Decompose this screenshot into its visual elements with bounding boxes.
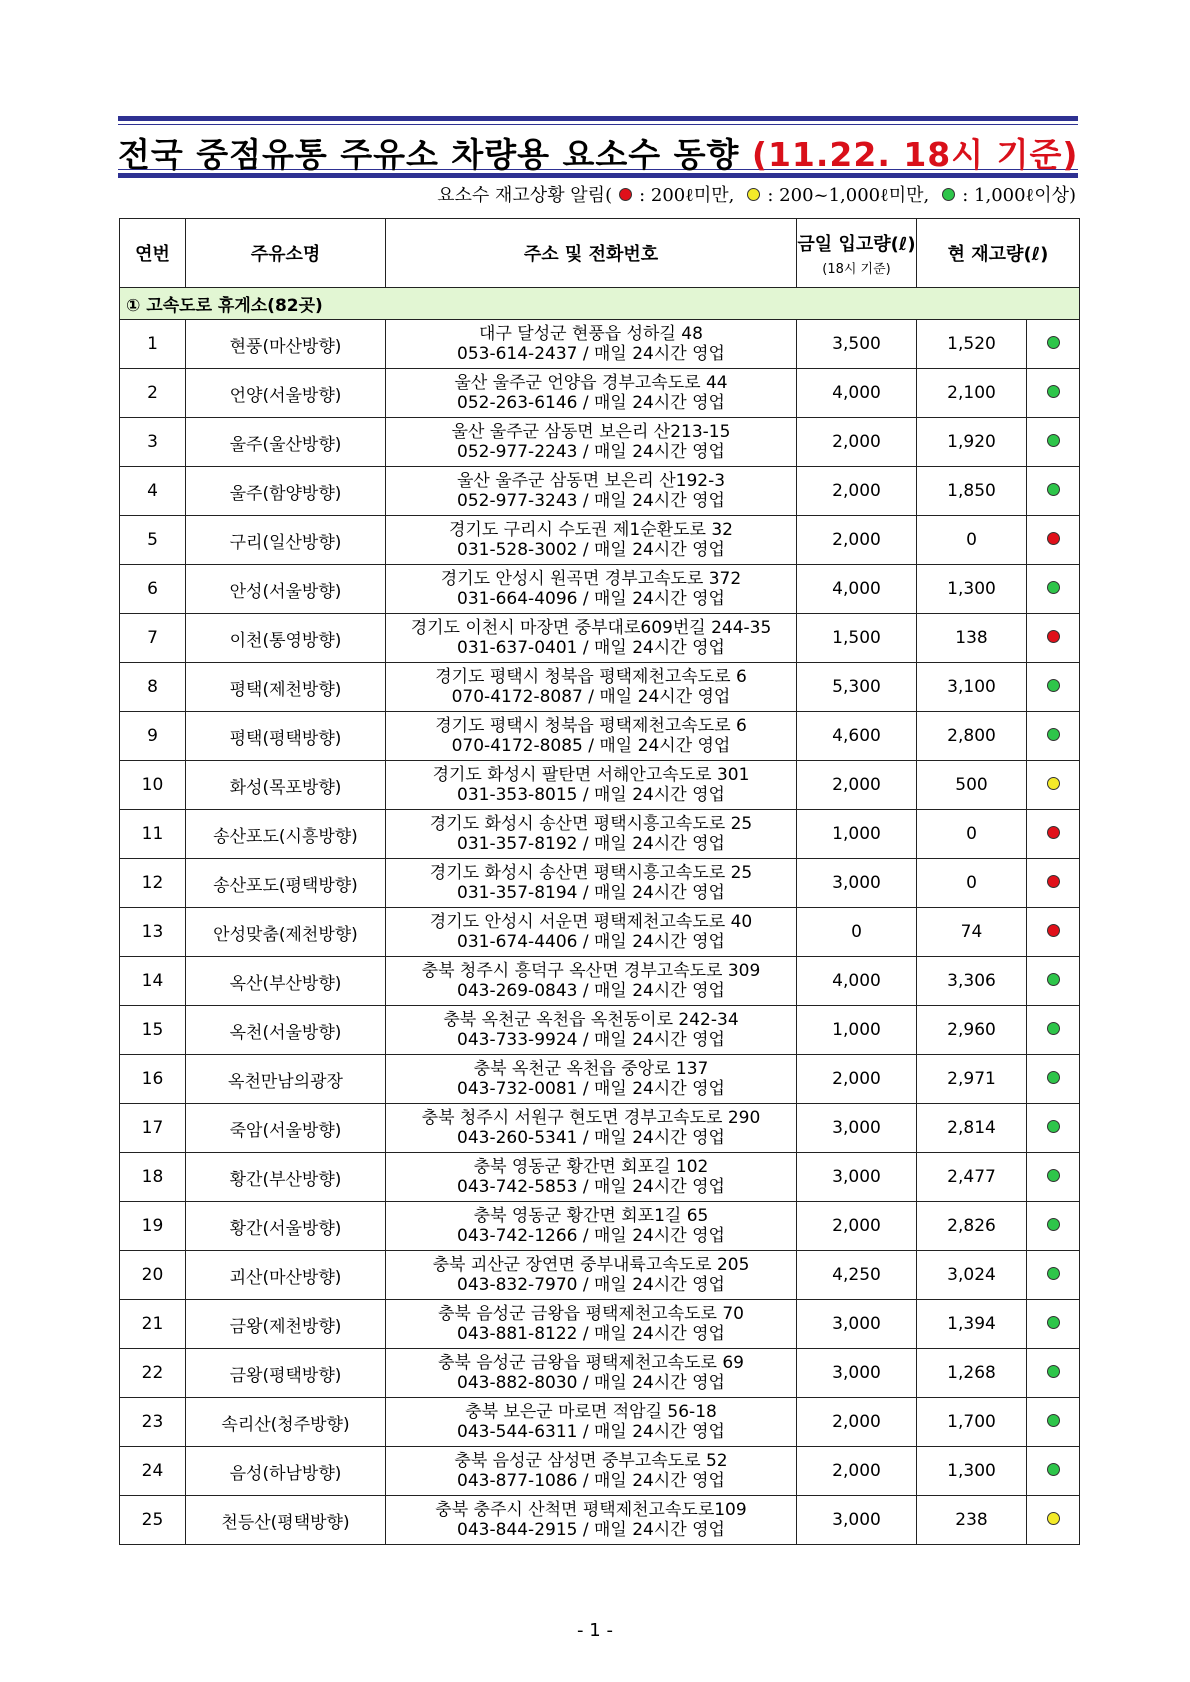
station-stock-table [119, 218, 1080, 1545]
incoming-amount: 1,000 [797, 810, 917, 859]
phone-hours-line: 043-844-2915 / 매일 24시간 영업 [457, 1520, 725, 1540]
phone-hours-line: 043-733-9924 / 매일 24시간 영업 [457, 1030, 725, 1050]
row-no: 5 [120, 516, 186, 565]
current-stock: 138 [917, 614, 1027, 663]
station-address [386, 761, 797, 810]
station-name: 황간(서울방향) [186, 1202, 386, 1251]
current-stock: 0 [917, 810, 1027, 859]
station-address [386, 565, 797, 614]
station-name: 송산포도(평택방향) [186, 859, 386, 908]
station-address [386, 908, 797, 957]
station-address [386, 1104, 797, 1153]
status-dot-icon [1047, 1512, 1060, 1525]
table-row [120, 516, 1080, 565]
incoming-amount: 3,000 [797, 1300, 917, 1349]
phone-hours-line: 031-357-8192 / 매일 24시간 영업 [457, 834, 725, 854]
stock-status [1027, 1496, 1080, 1545]
station-address [386, 1398, 797, 1447]
stock-status [1027, 1349, 1080, 1398]
legend-prefix: 요소수 재고상황 알림( [437, 185, 613, 206]
table-row [120, 1496, 1080, 1545]
current-stock: 1,920 [917, 418, 1027, 467]
address-line: 대구 달성군 현풍읍 성하길 48 [479, 324, 703, 344]
station-name: 죽암(서울방향) [186, 1104, 386, 1153]
phone-hours-line: 070-4172-8085 / 매일 24시간 영업 [451, 736, 731, 756]
station-name: 금왕(평택방향) [186, 1349, 386, 1398]
table-row [120, 1104, 1080, 1153]
station-name: 안성맞춤(제천방향) [186, 908, 386, 957]
station-address [386, 1055, 797, 1104]
row-no: 8 [120, 663, 186, 712]
incoming-amount: 0 [797, 908, 917, 957]
stock-status [1027, 908, 1080, 957]
header-address: 주소 및 전화번호 [386, 219, 797, 288]
address-line: 충북 충주시 산척면 평택제천고속도로109 [435, 1500, 747, 1520]
current-stock: 1,850 [917, 467, 1027, 516]
stock-status [1027, 761, 1080, 810]
incoming-amount: 5,300 [797, 663, 917, 712]
yellow-dot-icon [747, 188, 760, 201]
phone-hours-line: 043-882-8030 / 매일 24시간 영업 [457, 1373, 725, 1393]
title-date: (11.22. 18시 기준) [751, 135, 1079, 174]
address-line: 충북 청주시 서원구 현도면 경부고속도로 290 [421, 1108, 761, 1128]
status-dot-icon [1047, 630, 1060, 643]
row-no: 10 [120, 761, 186, 810]
station-address [386, 663, 797, 712]
status-dot-icon [1047, 1414, 1060, 1427]
status-dot-icon [1047, 679, 1060, 692]
current-stock: 1,268 [917, 1349, 1027, 1398]
station-name: 평택(평택방향) [186, 712, 386, 761]
address-line: 경기도 화성시 송산면 평택시흥고속도로 25 [429, 814, 753, 834]
station-address [386, 810, 797, 859]
row-no: 17 [120, 1104, 186, 1153]
current-stock: 2,800 [917, 712, 1027, 761]
table-row [120, 908, 1080, 957]
phone-hours-line: 043-881-8122 / 매일 24시간 영업 [457, 1324, 725, 1344]
current-stock: 1,700 [917, 1398, 1027, 1447]
current-stock: 1,300 [917, 1447, 1027, 1496]
status-dot-icon [1047, 1463, 1060, 1476]
address-line: 경기도 안성시 서운면 평택제천고속도로 40 [429, 912, 753, 932]
status-dot-icon [1047, 924, 1060, 937]
stock-status [1027, 565, 1080, 614]
station-address [386, 614, 797, 663]
status-dot-icon [1047, 1316, 1060, 1329]
station-address [386, 1300, 797, 1349]
current-stock: 2,971 [917, 1055, 1027, 1104]
current-stock: 3,024 [917, 1251, 1027, 1300]
incoming-amount: 3,000 [797, 1104, 917, 1153]
current-stock: 0 [917, 516, 1027, 565]
table-row [120, 663, 1080, 712]
incoming-amount: 4,000 [797, 369, 917, 418]
incoming-amount: 2,000 [797, 1202, 917, 1251]
station-address [386, 418, 797, 467]
phone-hours-line: 043-742-5853 / 매일 24시간 영업 [457, 1177, 725, 1197]
station-name: 평택(제천방향) [186, 663, 386, 712]
station-name: 언양(서울방향) [186, 369, 386, 418]
row-no: 20 [120, 1251, 186, 1300]
address-line: 경기도 화성시 팔탄면 서해안고속도로 301 [432, 765, 750, 785]
incoming-amount: 3,000 [797, 1496, 917, 1545]
address-line: 경기도 화성시 송산면 평택시흥고속도로 25 [429, 863, 753, 883]
incoming-amount: 4,600 [797, 712, 917, 761]
stock-status [1027, 810, 1080, 859]
table-row [120, 1055, 1080, 1104]
station-name: 구리(일산방향) [186, 516, 386, 565]
current-stock: 3,100 [917, 663, 1027, 712]
page-title [118, 129, 1078, 176]
stock-status [1027, 1055, 1080, 1104]
row-no: 3 [120, 418, 186, 467]
current-stock: 2,100 [917, 369, 1027, 418]
station-address [386, 1251, 797, 1300]
table-row [120, 467, 1080, 516]
table-row [120, 614, 1080, 663]
row-no: 6 [120, 565, 186, 614]
station-name: 옥천만남의광장 [186, 1055, 386, 1104]
station-address [386, 516, 797, 565]
row-no: 25 [120, 1496, 186, 1545]
address-line: 충북 영동군 황간면 회포길 102 [473, 1157, 709, 1177]
table-row [120, 1349, 1080, 1398]
phone-hours-line: 031-528-3002 / 매일 24시간 영업 [457, 540, 725, 560]
address-line: 충북 음성군 금왕읍 평택제천고속도로 69 [438, 1353, 744, 1373]
status-dot-icon [1047, 875, 1060, 888]
incoming-amount: 3,000 [797, 1153, 917, 1202]
status-dot-icon [1047, 1169, 1060, 1182]
table-row [120, 859, 1080, 908]
address-line: 충북 영동군 황간면 회포1길 65 [473, 1206, 709, 1226]
station-address [386, 1153, 797, 1202]
incoming-amount: 2,000 [797, 467, 917, 516]
header-name: 주유소명 [186, 219, 386, 288]
incoming-amount: 3,500 [797, 320, 917, 369]
address-line: 경기도 안성시 원곡면 경부고속도로 372 [440, 569, 742, 589]
station-address [386, 320, 797, 369]
row-no: 22 [120, 1349, 186, 1398]
phone-hours-line: 052-977-2243 / 매일 24시간 영업 [457, 442, 725, 462]
address-line: 울산 울주군 삼동면 보은리 산213-15 [451, 422, 731, 442]
stock-status [1027, 516, 1080, 565]
station-address [386, 1447, 797, 1496]
address-line: 충북 보은군 마로면 적암길 56-18 [465, 1402, 717, 1422]
station-name: 송산포도(시흥방향) [186, 810, 386, 859]
incoming-amount: 1,500 [797, 614, 917, 663]
station-name: 화성(목포방향) [186, 761, 386, 810]
address-line: 경기도 평택시 청북읍 평택제천고속도로 6 [435, 716, 747, 736]
phone-hours-line: 031-357-8194 / 매일 24시간 영업 [457, 883, 725, 903]
row-no: 13 [120, 908, 186, 957]
current-stock: 2,814 [917, 1104, 1027, 1153]
phone-hours-line: 043-269-0843 / 매일 24시간 영업 [457, 981, 725, 1001]
address-line: 울산 울주군 언양읍 경부고속도로 44 [454, 373, 728, 393]
stock-status [1027, 418, 1080, 467]
row-no: 1 [120, 320, 186, 369]
station-name: 황간(부산방향) [186, 1153, 386, 1202]
row-no: 21 [120, 1300, 186, 1349]
station-name: 이천(통영방향) [186, 614, 386, 663]
table-row [120, 565, 1080, 614]
address-line: 경기도 구리시 수도권 제1순환도로 32 [449, 520, 733, 540]
title-main: 전국 중점유통 주유소 차량용 요소수 동향 [118, 135, 752, 174]
stock-status [1027, 1202, 1080, 1251]
header-incoming-sub: (18시 기준) [822, 261, 891, 277]
table-row [120, 810, 1080, 859]
address-line: 충북 옥천군 옥천읍 옥천동이로 242-34 [443, 1010, 739, 1030]
phone-hours-line: 053-614-2437 / 매일 24시간 영업 [457, 344, 725, 364]
station-address [386, 859, 797, 908]
table-row [120, 1300, 1080, 1349]
phone-hours-line: 052-263-6146 / 매일 24시간 영업 [457, 393, 725, 413]
station-name: 음성(하남방향) [186, 1447, 386, 1496]
address-line: 경기도 평택시 청북읍 평택제천고속도로 6 [435, 667, 747, 687]
row-no: 12 [120, 859, 186, 908]
phone-hours-line: 031-353-8015 / 매일 24시간 영업 [457, 785, 725, 805]
row-no: 7 [120, 614, 186, 663]
legend-red-label: : 200ℓ미만, [639, 185, 735, 206]
header-incoming [797, 219, 917, 288]
station-name: 속리산(청주방향) [186, 1398, 386, 1447]
station-address [386, 1006, 797, 1055]
incoming-amount: 4,000 [797, 565, 917, 614]
table-header-row [120, 219, 1080, 288]
current-stock: 500 [917, 761, 1027, 810]
stock-legend [437, 181, 1082, 207]
address-line: 충북 괴산군 장연면 중부내륙고속도로 205 [432, 1255, 750, 1275]
table-row [120, 1447, 1080, 1496]
row-no: 11 [120, 810, 186, 859]
station-name: 천등산(평택방향) [186, 1496, 386, 1545]
incoming-amount: 3,000 [797, 1349, 917, 1398]
stock-status [1027, 1104, 1080, 1153]
header-no: 연번 [120, 219, 186, 288]
table-row [120, 418, 1080, 467]
incoming-amount: 2,000 [797, 1055, 917, 1104]
table-row [120, 1398, 1080, 1447]
phone-hours-line: 031-664-4096 / 매일 24시간 영업 [457, 589, 725, 609]
stock-status [1027, 859, 1080, 908]
phone-hours-line: 043-877-1086 / 매일 24시간 영업 [457, 1471, 725, 1491]
stock-status [1027, 957, 1080, 1006]
row-no: 14 [120, 957, 186, 1006]
current-stock: 2,477 [917, 1153, 1027, 1202]
station-name: 울주(함양방향) [186, 467, 386, 516]
incoming-amount: 4,250 [797, 1251, 917, 1300]
current-stock: 2,826 [917, 1202, 1027, 1251]
address-line: 충북 옥천군 옥천읍 중앙로 137 [473, 1059, 709, 1079]
phone-hours-line: 031-674-4406 / 매일 24시간 영업 [457, 932, 725, 952]
station-name: 옥산(부산방향) [186, 957, 386, 1006]
phone-hours-line: 070-4172-8087 / 매일 24시간 영업 [451, 687, 731, 707]
incoming-amount: 3,000 [797, 859, 917, 908]
status-dot-icon [1047, 1365, 1060, 1378]
stock-status [1027, 369, 1080, 418]
phone-hours-line: 043-544-6311 / 매일 24시간 영업 [457, 1422, 725, 1442]
section-row [120, 288, 1080, 320]
table-row [120, 369, 1080, 418]
phone-hours-line: 043-732-0081 / 매일 24시간 영업 [457, 1079, 725, 1099]
status-dot-icon [1047, 434, 1060, 447]
station-name: 금왕(제천방향) [186, 1300, 386, 1349]
row-no: 23 [120, 1398, 186, 1447]
stock-status [1027, 1300, 1080, 1349]
stock-status [1027, 1153, 1080, 1202]
stock-status [1027, 1251, 1080, 1300]
station-address [386, 712, 797, 761]
station-name: 옥천(서울방향) [186, 1006, 386, 1055]
stock-status [1027, 320, 1080, 369]
phone-hours-line: 031-637-0401 / 매일 24시간 영업 [457, 638, 725, 658]
row-no: 16 [120, 1055, 186, 1104]
status-dot-icon [1047, 1218, 1060, 1231]
station-address [386, 957, 797, 1006]
station-address [386, 1496, 797, 1545]
status-dot-icon [1047, 973, 1060, 986]
incoming-amount: 2,000 [797, 516, 917, 565]
station-address [386, 1349, 797, 1398]
stock-status [1027, 614, 1080, 663]
table-row [120, 712, 1080, 761]
row-no: 19 [120, 1202, 186, 1251]
status-dot-icon [1047, 336, 1060, 349]
current-stock: 3,306 [917, 957, 1027, 1006]
stock-status [1027, 467, 1080, 516]
table-row [120, 1153, 1080, 1202]
station-name: 울주(울산방향) [186, 418, 386, 467]
legend-green-label: : 1,000ℓ이상) [962, 185, 1076, 206]
station-address [386, 467, 797, 516]
stock-status [1027, 663, 1080, 712]
stock-status [1027, 1447, 1080, 1496]
status-dot-icon [1047, 581, 1060, 594]
status-dot-icon [1047, 777, 1060, 790]
row-no: 9 [120, 712, 186, 761]
green-dot-icon [942, 188, 955, 201]
status-dot-icon [1047, 728, 1060, 741]
header-incoming-label: 금일 입고량(ℓ) [797, 233, 916, 255]
incoming-amount: 2,000 [797, 1398, 917, 1447]
current-stock: 1,394 [917, 1300, 1027, 1349]
stock-status [1027, 1398, 1080, 1447]
address-line: 충북 음성군 삼성면 중부고속도로 52 [454, 1451, 728, 1471]
incoming-amount: 2,000 [797, 761, 917, 810]
current-stock: 1,520 [917, 320, 1027, 369]
current-stock: 74 [917, 908, 1027, 957]
header-stock: 현 재고량(ℓ) [917, 219, 1080, 288]
current-stock: 238 [917, 1496, 1027, 1545]
legend-yellow-label: : 200~1,000ℓ미만, [767, 185, 930, 206]
table-row [120, 1006, 1080, 1055]
row-no: 4 [120, 467, 186, 516]
status-dot-icon [1047, 483, 1060, 496]
current-stock: 0 [917, 859, 1027, 908]
incoming-amount: 2,000 [797, 418, 917, 467]
address-line: 충북 청주시 흥덕구 옥산면 경부고속도로 309 [421, 961, 761, 981]
stock-status [1027, 1006, 1080, 1055]
incoming-amount: 2,000 [797, 1447, 917, 1496]
title-banner [118, 116, 1078, 178]
address-line: 충북 음성군 금왕읍 평택제천고속도로 70 [438, 1304, 744, 1324]
current-stock: 1,300 [917, 565, 1027, 614]
station-address [386, 1202, 797, 1251]
row-no: 15 [120, 1006, 186, 1055]
row-no: 2 [120, 369, 186, 418]
phone-hours-line: 043-742-1266 / 매일 24시간 영업 [457, 1226, 725, 1246]
table-row [120, 957, 1080, 1006]
row-no: 18 [120, 1153, 186, 1202]
address-line: 울산 울주군 삼동면 보은리 산192-3 [456, 471, 726, 491]
status-dot-icon [1047, 826, 1060, 839]
page-number: - 1 - [577, 1620, 613, 1641]
phone-hours-line: 043-832-7970 / 매일 24시간 영업 [457, 1275, 725, 1295]
current-stock: 2,960 [917, 1006, 1027, 1055]
table-row [120, 320, 1080, 369]
station-name: 현풍(마산방향) [186, 320, 386, 369]
table-row [120, 761, 1080, 810]
table-row [120, 1202, 1080, 1251]
row-no: 24 [120, 1447, 186, 1496]
status-dot-icon [1047, 1071, 1060, 1084]
stock-status [1027, 712, 1080, 761]
phone-hours-line: 052-977-3243 / 매일 24시간 영업 [457, 491, 725, 511]
address-line: 경기도 이천시 마장면 중부대로609번길 244-35 [410, 618, 772, 638]
status-dot-icon [1047, 1267, 1060, 1280]
table-row [120, 1251, 1080, 1300]
station-name: 안성(서울방향) [186, 565, 386, 614]
station-address [386, 369, 797, 418]
status-dot-icon [1047, 1022, 1060, 1035]
phone-hours-line: 043-260-5341 / 매일 24시간 영업 [457, 1128, 725, 1148]
red-dot-icon [619, 188, 632, 201]
status-dot-icon [1047, 385, 1060, 398]
section-label: ① 고속도로 휴게소(82곳) [120, 288, 1080, 320]
incoming-amount: 4,000 [797, 957, 917, 1006]
station-name: 괴산(마산방향) [186, 1251, 386, 1300]
status-dot-icon [1047, 1120, 1060, 1133]
status-dot-icon [1047, 532, 1060, 545]
incoming-amount: 1,000 [797, 1006, 917, 1055]
